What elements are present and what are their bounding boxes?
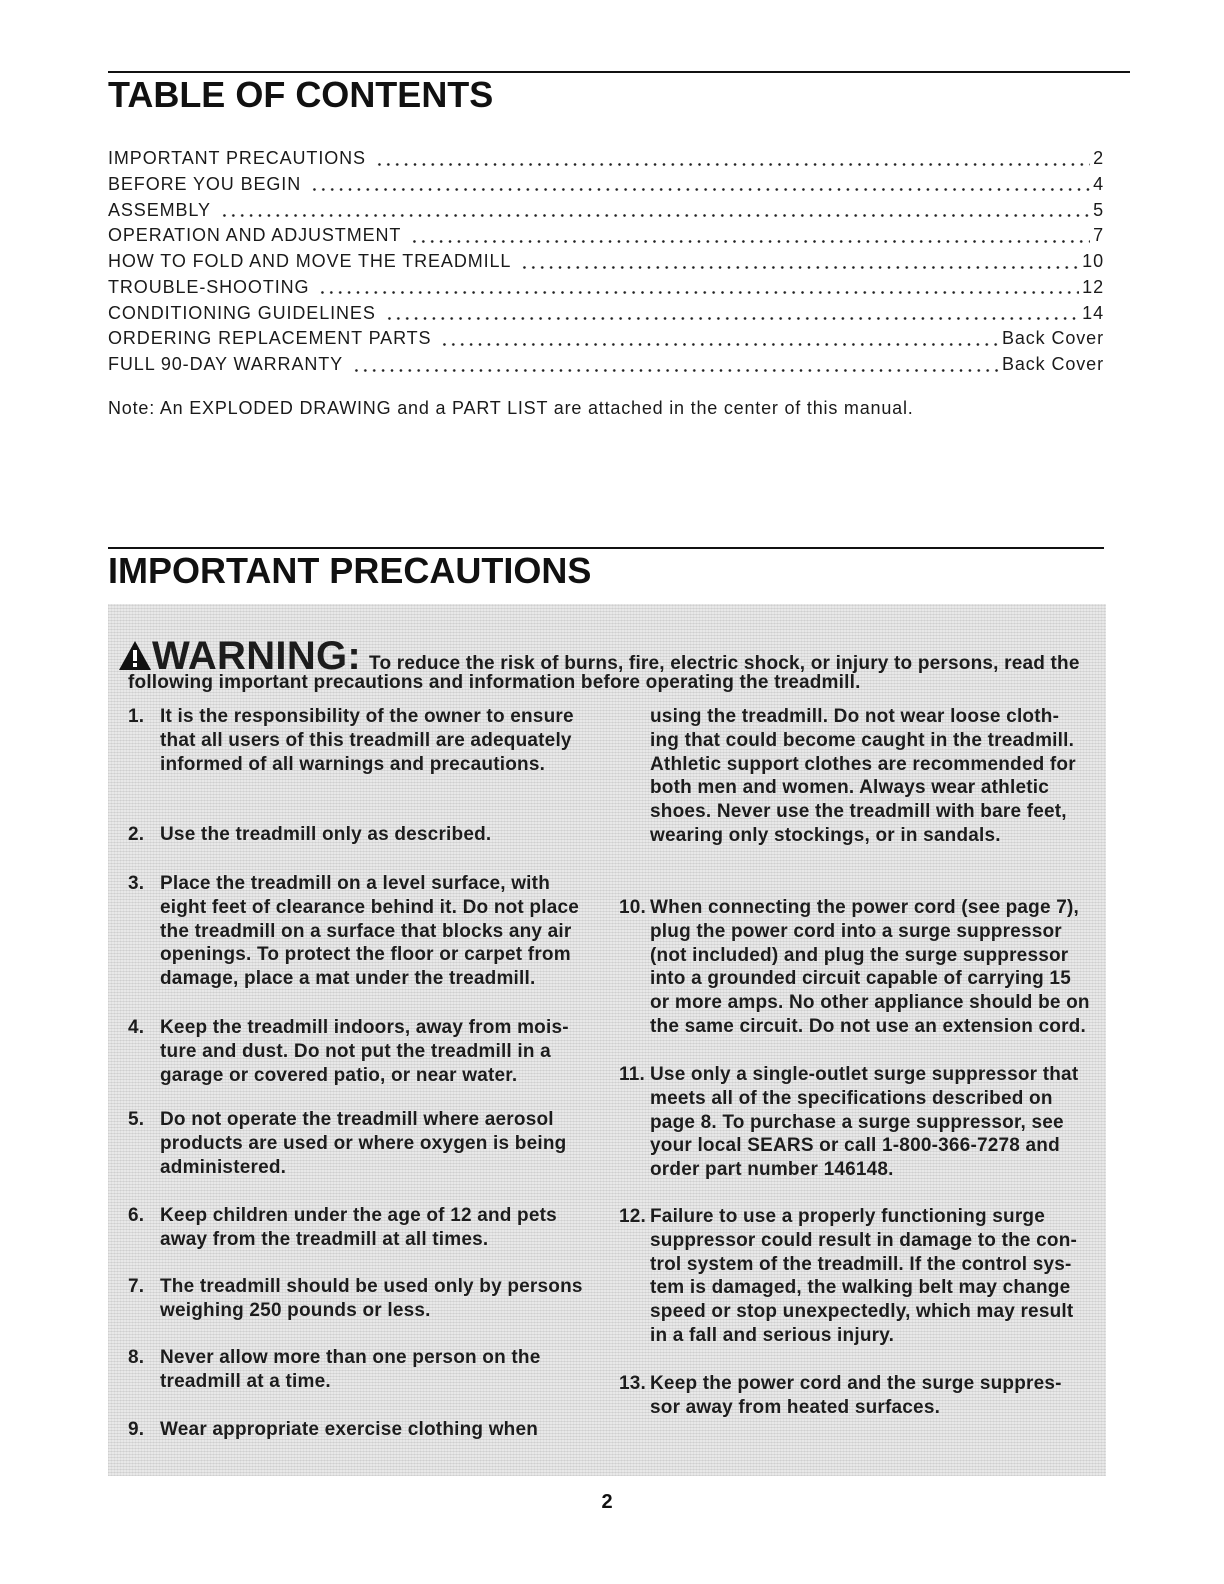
toc-entry [108,301,1104,327]
toc-entry-title: IMPORTANT PRECAUTIONS [108,148,366,168]
precaution-number: 2. [128,824,145,845]
precaution-line: trol system of the treadmill. If the control sys- [650,1253,1072,1275]
precaution-number: 7. [128,1276,145,1297]
warning-triangle-icon [118,640,152,671]
precaution-line: into a grounded circuit capable of carrying 15 [650,968,1071,990]
precaution-number: 9. [128,1419,145,1440]
precaution-item-9 [128,1418,538,1442]
toc-dot-leader [520,249,1079,275]
precaution-line: openings. To protect the floor or carpet from [160,944,571,966]
toc-entry-page: 4 [1093,173,1104,194]
toc-dot-leader [375,146,1090,172]
precaution-line: Do not operate the treadmill where aerosol [160,1109,554,1130]
precaution-number: 1. [128,706,145,727]
toc-list [108,146,1104,378]
precaution-line: When connecting the power cord (see page 7), [650,897,1079,918]
precaution-line: page 8. To purchase a surge suppressor, see [650,1111,1064,1133]
precaution-number: 13. [619,1373,647,1394]
precautions-rule [108,547,1104,549]
precaution-line: Athletic support clothes are recommended for [650,753,1076,775]
precaution-item-4 [128,1016,569,1087]
precaution-line: that all users of this treadmill are adequately [160,729,572,751]
precaution-line: weighing 250 pounds or less. [160,1299,431,1321]
page-number: 2 [601,1491,613,1513]
precaution-line: treadmill at a time. [160,1370,331,1392]
precaution-line: Keep the treadmill indoors, away from mois- [160,1017,569,1038]
precaution-line: Never allow more than one person on the [160,1347,541,1368]
toc-dot-leader [310,172,1090,198]
toc-dot-leader [385,301,1079,327]
toc-entry [108,275,1104,301]
precaution-line: Use the treadmill only as described. [160,824,492,845]
toc-entry [108,198,1104,224]
toc-entry-title: ORDERING REPLACEMENT PARTS [108,328,432,349]
precaution-number: 10. [619,897,647,918]
precaution-line: Failure to use a properly functioning surge [650,1206,1045,1227]
toc-entry-title: BEFORE YOU BEGIN [108,173,302,194]
precaution-line: plug the power cord into a surge suppressor [650,920,1062,942]
precaution-item-7 [128,1275,583,1323]
precaution-line: eight feet of clearance behind it. Do not place [160,896,580,918]
toc-note: Note: An EXPLODED DRAWING and a PART LIST are attached in the center of this manual. [108,398,914,418]
precaution-line: the same circuit. Do not use an extension cord. [650,1015,1086,1037]
precaution-line: away from the treadmill at all times. [160,1228,489,1250]
precaution-item-12 [619,1205,1077,1348]
precaution-line: or more amps. No other appliance should be on [650,992,1090,1014]
precaution-item-2 [128,823,491,847]
precaution-number: 6. [128,1205,145,1226]
precaution-item-6 [128,1204,557,1252]
precaution-line: in a fall and serious injury. [650,1324,895,1346]
precaution-number: 5. [128,1109,145,1130]
toc-dot-leader [220,198,1090,224]
precaution-line: garage or covered patio, or near water. [160,1064,518,1086]
precaution-line: speed or stop unexpectedly, which may result [650,1301,1074,1323]
precautions-title: IMPORTANT PRECAUTIONS [108,550,592,591]
toc-entry-title: TROUBLE-SHOOTING [108,276,310,297]
toc-dot-leader [410,223,1090,249]
precaution-line: wearing only stockings, or in sandals. [650,824,1001,846]
precaution-line: shoes. Never use the treadmill with bare feet, [650,801,1067,823]
precaution-line: Place the treadmill on a level surface, with [160,873,550,894]
toc-entry [108,223,1104,249]
precaution-line: Keep the power cord and the surge suppres- [650,1373,1062,1394]
precaution-line: The treadmill should be used only by persons [160,1276,583,1297]
warning-box [108,604,1106,1476]
toc-entry [108,146,1104,172]
toc-entry-page: 14 [1082,302,1104,323]
warning-text-line: To reduce the risk of burns, fire, electric shock, or injury to persons, read the [369,653,1080,674]
precaution-item-10 [619,896,1090,1039]
precaution-item-11 [619,1063,1078,1182]
precaution-line: order part number 146148. [650,1159,894,1181]
warning-text-line: following important precautions and information before operating the treadmill. [128,672,861,693]
toc-entry-page: 12 [1082,276,1104,297]
precaution-line: damage, place a mat under the treadmill. [160,968,536,990]
toc-entry-page: Back Cover [1001,328,1104,349]
toc-entry-page: 10 [1082,251,1104,271]
toc-title: TABLE OF CONTENTS [108,74,494,115]
toc-entry [108,352,1104,378]
toc-entry-title: CONDITIONING GUIDELINES [108,302,376,323]
precaution-number: 11. [619,1064,645,1085]
precaution-line: tem is damaged, the walking belt may change [650,1277,1071,1299]
toc-entry [108,172,1104,198]
precaution-number: 12. [619,1206,647,1227]
toc-entry-title: HOW TO FOLD AND MOVE THE TREADMILL [108,251,512,271]
toc-entry-title: FULL 90-DAY WARRANTY [108,354,344,374]
precaution-line: the treadmill on a surface that blocks any air [160,920,572,942]
precaution-line: administered. [160,1156,287,1178]
precaution-number: 8. [128,1347,145,1368]
precaution-line: Use only a single-outlet surge suppressor that [650,1064,1079,1085]
precaution-line: (not included) and plug the surge suppressor [650,944,1069,966]
toc-dot-leader [318,275,1079,301]
precaution-item-8 [128,1346,540,1394]
toc-entry-page: Back Cover [1001,354,1104,374]
precaution-number: 3. [128,873,145,894]
precaution-line: using the treadmill. Do not wear loose cloth- [650,706,1060,727]
precaution-line: suppressor could result in damage to the con- [650,1229,1078,1251]
warning-label: WARNING: [152,634,362,678]
precaution-item-9-continued [619,705,1076,848]
toc-entry-page: 2 [1093,148,1104,168]
precaution-line: your local SEARS or call 1-800-366-7278 and [650,1135,1060,1157]
toc-entry [108,249,1104,275]
precaution-line: informed of all warnings and precautions. [160,753,546,775]
precaution-line: sor away from heated surfaces. [650,1396,941,1418]
toc-entry-page: 5 [1093,199,1104,220]
toc-top-rule [108,71,1130,73]
toc-entry-title: OPERATION AND ADJUSTMENT [108,225,402,246]
precaution-item-5 [128,1108,566,1179]
toc-dot-leader [352,352,999,378]
precaution-line: Keep children under the age of 12 and pets [160,1205,557,1226]
toc-dot-leader [440,326,998,352]
precaution-line: It is the responsibility of the owner to ensure [160,706,574,727]
toc-entry [108,326,1104,352]
precaution-item-13 [619,1372,1062,1420]
precaution-line: both men and women. Always wear athletic [650,777,1049,799]
precaution-item-1 [128,705,574,776]
precaution-number: 4. [128,1017,145,1038]
precaution-line: products are used or where oxygen is being [160,1132,567,1154]
precaution-line: Wear appropriate exercise clothing when [160,1419,539,1440]
toc-entry-page: 7 [1093,225,1104,246]
precaution-line: meets all of the specifications described on [650,1087,1053,1109]
precaution-item-3 [128,872,579,991]
precaution-line: ture and dust. Do not put the treadmill in a [160,1040,551,1062]
precaution-line: ing that could become caught in the treadmill. [650,729,1075,751]
toc-entry-title: ASSEMBLY [108,199,211,220]
